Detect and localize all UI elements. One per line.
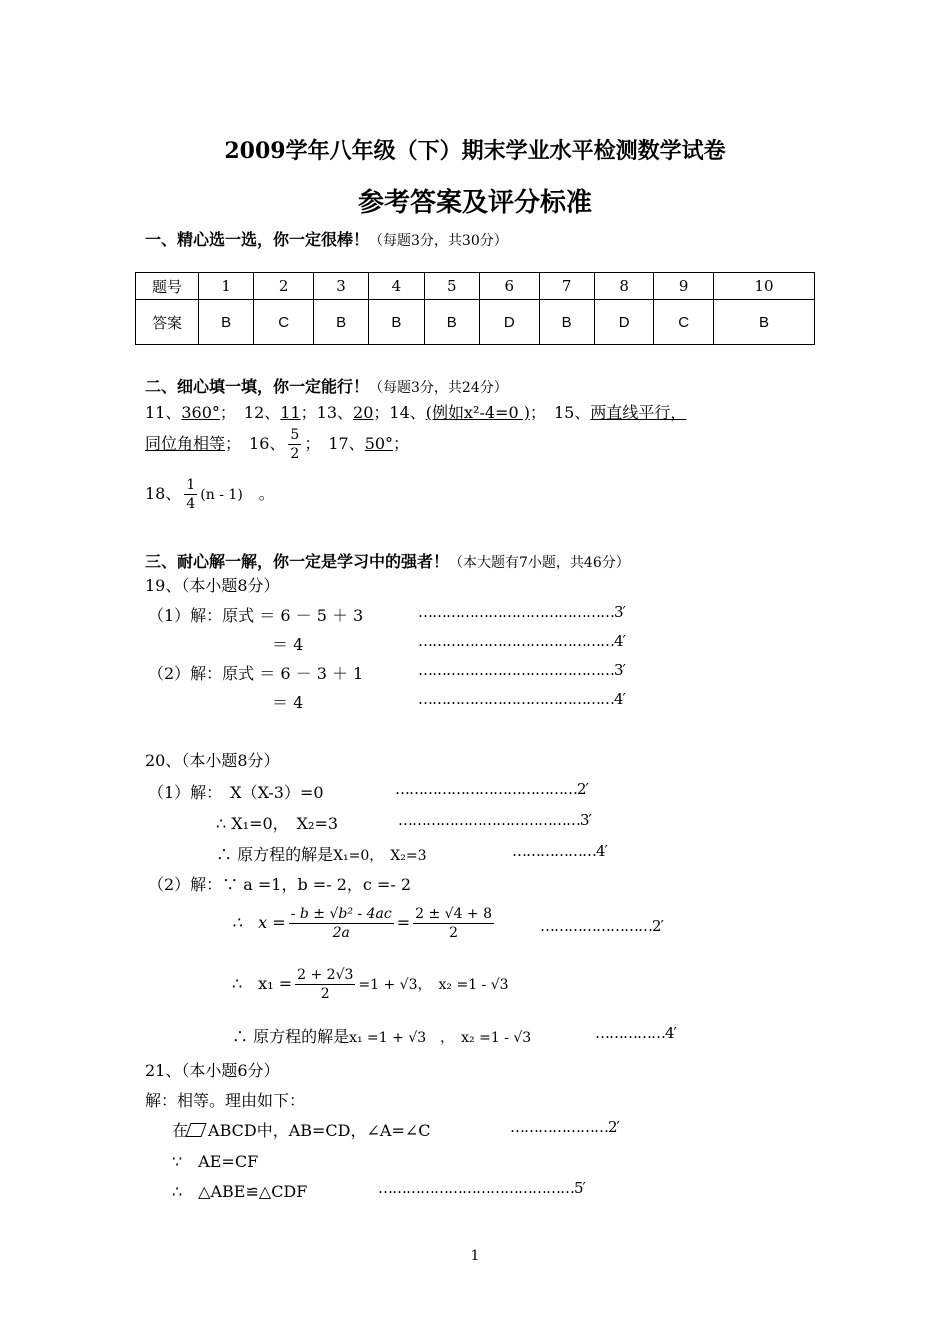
q21-line2-text: ABCD中，AB=CD，∠A=∠C — [208, 1121, 431, 1140]
fill-line-2 — [145, 426, 409, 463]
table-cell: B — [713, 300, 814, 345]
q20-equals: = — [396, 913, 411, 932]
q20-x1-lhs: ∴ x₁ = — [232, 974, 293, 993]
page-number: 1 — [470, 1248, 480, 1264]
q19-part1-line1: （1）解：原式 ＝ 6 － 5 ＋ 3 — [148, 606, 364, 625]
q20-solution-text: ∴ 原方程的解是 — [216, 845, 334, 864]
q20-substituted-denominator: 2 — [449, 925, 459, 941]
q15-label: ； 15、 — [529, 403, 591, 422]
table-cell: D — [479, 300, 539, 345]
q20-quadratic-formula — [289, 905, 394, 942]
table-cell: C — [254, 300, 314, 345]
q19-part2-line1: （2）解：原式 ＝ 6 － 3 ＋ 1 — [148, 664, 364, 683]
table-row-numbers — [136, 273, 815, 300]
q20-score-1: …………………………………2′ — [395, 780, 588, 798]
table-cell: 5 — [424, 273, 479, 300]
q20-solution-values: X₁=0， X₂=3 — [333, 848, 427, 864]
q20-score-4: ……………………2′ — [540, 917, 663, 935]
q16-fraction — [288, 426, 301, 463]
q18-numerator: 1 — [186, 477, 196, 493]
section2-note: （每题3分，共24分） — [369, 380, 508, 396]
q18-expression: (n - 1) — [200, 487, 243, 503]
q19-score-2: ……………………………………4′ — [418, 632, 625, 650]
table-answer-label: 答案 — [136, 300, 199, 345]
table-cell: 9 — [654, 273, 714, 300]
q20-x-lhs: ∴ x = — [232, 913, 286, 932]
table-cell: D — [594, 300, 654, 345]
q17-answer: 50° — [364, 434, 394, 453]
q19-label: 19、（本小题8分） — [145, 576, 280, 595]
q20-final-text: ∴ 原方程的解是 — [232, 1027, 350, 1046]
table-cell: B — [424, 300, 479, 345]
q15-answer-part1: 两直线平行， — [590, 403, 687, 422]
q12-label: ； 12、 — [219, 403, 281, 422]
q20-substituted-numerator: 2 ± √4 + 8 — [415, 906, 493, 922]
q20-part1-line1: （1）解： X（X-3）=0 — [148, 783, 324, 802]
q20-x1-numerator: 2 + 2√3 — [297, 967, 354, 983]
q21-line3: ∵ AE=CF — [172, 1152, 259, 1171]
q19-part1-line2: ＝ 4 — [272, 635, 304, 654]
answer-table — [135, 272, 815, 345]
q15-answer-part2: 同位角相等 — [145, 434, 226, 453]
q17-label: ； 17、 — [304, 434, 365, 453]
parallelogram-icon — [185, 1123, 206, 1137]
table-cell: B — [369, 300, 424, 345]
table-cell: 1 — [199, 273, 254, 300]
q17-end: ； — [393, 434, 410, 453]
section1-heading — [145, 227, 508, 250]
q18-label: 18、 — [145, 484, 182, 503]
q19-part2-line2: ＝ 4 — [272, 693, 304, 712]
q16-denominator: 2 — [290, 446, 300, 462]
q14-label: ；14、 — [373, 403, 426, 422]
table-cell: 2 — [254, 273, 314, 300]
q21-score-2: ……………………………………5′ — [378, 1179, 585, 1197]
q20-final-roots: x₁ =1 + √3 ， x₂ =1 - √3 — [349, 1030, 532, 1046]
section2-heading-text: 二、细心填一填，你一定能行！ — [145, 377, 370, 396]
table-cell: B — [539, 300, 594, 345]
table-cell: 10 — [713, 273, 814, 300]
section3-heading-text: 三、耐心解一解，你一定是学习中的强者！ — [145, 552, 450, 571]
table-cell: 6 — [479, 273, 539, 300]
q13-answer: 20 — [353, 403, 374, 422]
q21-line2 — [172, 1118, 431, 1141]
q19-score-1: ……………………………………3′ — [418, 603, 625, 621]
q14-answer: (例如x²-4=0 ) — [425, 403, 530, 422]
table-cell: 4 — [369, 273, 424, 300]
q16-label: ； 16、 — [225, 434, 286, 453]
q20-label: 20、（本小题8分） — [145, 751, 280, 770]
q20-part2-line3 — [232, 966, 509, 1003]
q20-part1-line3 — [216, 842, 427, 865]
page-title: 2009学年八年级（下）期末学业水平检测数学试卷 — [224, 138, 726, 164]
q20-formula-numerator: - b ± √b² - 4ac — [290, 906, 392, 922]
q21-label: 21、（本小题6分） — [145, 1061, 280, 1080]
q19-score-4: ……………………………………4′ — [418, 690, 625, 708]
fill-line-3 — [145, 476, 275, 513]
q19-score-3: ……………………………………3′ — [418, 661, 625, 679]
q21-line1: 解：相等。理由如下： — [145, 1091, 306, 1110]
section2-heading — [145, 374, 508, 397]
q20-roots: =1 + √3， x₂ =1 - √3 — [358, 977, 509, 993]
q16-numerator: 5 — [290, 427, 300, 443]
q12-answer: 11 — [280, 403, 301, 422]
q20-substituted-formula — [413, 905, 494, 942]
q18-fraction — [184, 476, 197, 513]
table-cell: 7 — [539, 273, 594, 300]
section1-heading-text: 一、精心选一选，你一定很棒！ — [145, 230, 370, 249]
table-cell: C — [654, 300, 714, 345]
q21-score-1: …………………2′ — [510, 1118, 619, 1136]
q11-label: 11、 — [145, 403, 182, 422]
q21-line4: ∴ △ABE≌△CDF — [172, 1182, 308, 1201]
q20-score-2: …………………………………3′ — [398, 811, 591, 829]
q20-score-3: ………………4′ — [512, 842, 607, 860]
q18-denominator: 4 — [186, 496, 196, 512]
q21-line2-prefix: 在 — [172, 1121, 189, 1140]
table-cell: 8 — [594, 273, 654, 300]
table-row-answers — [136, 300, 815, 345]
table-header-label: 题号 — [136, 273, 199, 300]
table-cell: B — [313, 300, 368, 345]
page-subtitle: 参考答案及评分标准 — [357, 188, 592, 218]
table-cell: B — [199, 300, 254, 345]
q18-end: 。 — [258, 484, 275, 503]
q11-answer: 360° — [181, 403, 220, 422]
q20-x1-fraction — [295, 966, 355, 1003]
q20-x1-denominator: 2 — [320, 986, 330, 1002]
section1-note: （每题3分，共30分） — [369, 233, 508, 249]
q20-part2-line4 — [232, 1024, 531, 1047]
q20-part2-line2 — [232, 905, 497, 942]
q20-formula-denominator: 2a — [332, 925, 350, 941]
fill-line-1 — [145, 400, 686, 423]
q20-part2-line1: （2）解：∵ a =1，b =- 2，c =- 2 — [148, 875, 412, 894]
table-cell: 3 — [313, 273, 368, 300]
section3-note: （本大题有7小题，共46分） — [449, 555, 630, 571]
q20-part1-line2: ∴ X₁=0， X₂=3 — [216, 814, 339, 833]
section3-heading — [145, 549, 630, 572]
q13-label: ；13、 — [300, 403, 354, 422]
q20-score-5: ……………4′ — [595, 1024, 676, 1042]
